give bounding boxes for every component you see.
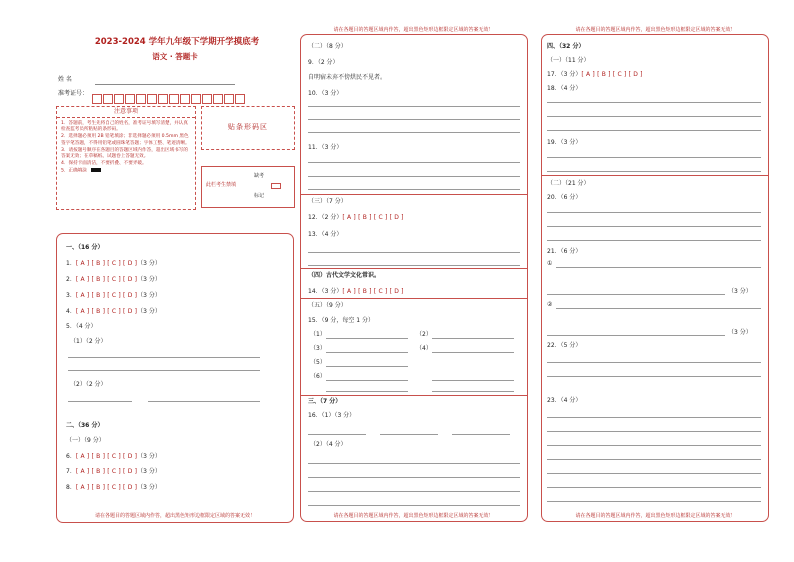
absent-box xyxy=(201,166,295,208)
q6-score: （3 分） xyxy=(137,453,161,460)
q9-label: 9．（2 分） xyxy=(308,59,339,66)
q23-label: 23．（4 分） xyxy=(547,397,582,404)
blank-4-label: （4） xyxy=(416,345,432,352)
q21-circle-2: ② xyxy=(547,301,553,308)
blank-2-line[interactable] xyxy=(432,338,514,339)
blank-2-label: （2） xyxy=(416,331,432,338)
answer-line[interactable] xyxy=(556,308,761,309)
q12-label: 12．（2 分） xyxy=(308,214,343,221)
answer-line[interactable] xyxy=(547,294,725,295)
blank-3-label: （3） xyxy=(310,345,326,352)
col2-sub2: （二）（8 分） xyxy=(308,43,347,50)
section-divider xyxy=(301,194,527,195)
q1-options[interactable]: [ A ] [ B ] [ C ] [ D ] xyxy=(75,260,138,267)
q3-options[interactable]: [ A ] [ B ] [ C ] [ D ] xyxy=(75,292,138,299)
id-cell[interactable] xyxy=(180,94,190,104)
notes-list xyxy=(57,118,195,179)
col2-notice-top: 请在各题目的答题区域内作答，超出黑色矩形边框限定区域的答案无效！ xyxy=(333,27,494,33)
note-item: 5．正确填涂 xyxy=(61,168,191,175)
q7-score: （3 分） xyxy=(137,468,161,475)
q5-label: 5．（4 分） xyxy=(66,323,97,330)
blank-5-line[interactable] xyxy=(326,366,408,367)
answer-line[interactable] xyxy=(308,491,520,492)
answer-line[interactable] xyxy=(68,357,260,358)
note-item: 3．请按题号顺序在各题目的答题区域内作答，超出区域书写的答案无效；在草稿纸、试题卷上答题无效。 xyxy=(61,147,188,160)
q2-options[interactable]: [ A ] [ B ] [ C ] [ D ] xyxy=(75,276,138,283)
note-item: 2．选择题必须用 2B 铅笔填涂；非选择题必须用 0.5mm 黑色签字笔答题，不得用铅笔或圆珠笔答题；字体工整、笔迹清晰。 xyxy=(61,134,190,146)
answer-line[interactable] xyxy=(547,417,761,418)
q21-circle-1: ① xyxy=(547,260,553,267)
id-cell[interactable] xyxy=(202,94,212,104)
col2-sub5: （五）（9 分） xyxy=(308,302,347,309)
answer-line[interactable] xyxy=(547,431,761,432)
answer-line[interactable] xyxy=(308,252,520,253)
col3-notice-top: 请在各题目的答题区域内作答，超出黑色矩形边框限定区域的答案无效！ xyxy=(575,27,736,33)
q1-score: （3 分） xyxy=(137,260,161,267)
col2-sub4: （四）古代文学文化常识。 xyxy=(308,272,381,279)
exam-title: 2023-2024 学年九年级下学期开学摸底考 xyxy=(94,37,260,47)
id-cell[interactable] xyxy=(92,94,102,104)
q3-score: （3 分） xyxy=(137,292,161,299)
q4-options[interactable]: [ A ] [ B ] [ C ] [ D ] xyxy=(75,308,138,315)
q7-label: 7． xyxy=(66,468,76,475)
q11-label: 11．（3 分） xyxy=(308,144,343,151)
q12-options[interactable]: [ A ] [ B ] [ C ] [ D ] xyxy=(342,214,404,221)
answer-line[interactable] xyxy=(308,189,520,190)
q3-label: 3． xyxy=(66,292,76,299)
answer-line[interactable] xyxy=(547,157,761,158)
q17-row[interactable] xyxy=(547,71,643,79)
id-cell[interactable] xyxy=(169,94,179,104)
section-divider xyxy=(301,268,527,269)
answer-line[interactable] xyxy=(556,267,761,268)
q9-text: 自明宿未弃不傍烘民不见者。 xyxy=(308,74,387,81)
answer-line[interactable] xyxy=(380,434,438,435)
q21-2-score: （3 分） xyxy=(728,329,752,336)
col3-sub1: （一）（11 分） xyxy=(547,57,590,64)
id-cell[interactable] xyxy=(224,94,234,104)
answer-line[interactable] xyxy=(308,463,520,464)
answer-line[interactable] xyxy=(547,335,725,336)
answer-line[interactable] xyxy=(308,505,520,506)
q17-label: 17．（3 分） xyxy=(547,71,582,78)
q5-2-label: （2）（2 分） xyxy=(70,381,107,388)
absent-checkbox[interactable] xyxy=(271,183,281,189)
blank-5-label: （5） xyxy=(310,359,326,366)
blank-3-line[interactable] xyxy=(326,352,408,353)
q21-label: 21．（6 分） xyxy=(547,248,582,255)
answer-line[interactable] xyxy=(452,434,510,435)
id-cell[interactable] xyxy=(213,94,223,104)
absent-mark-top: 缺考 xyxy=(254,173,265,179)
q2-score: （3 分） xyxy=(137,276,161,283)
answer-line[interactable] xyxy=(547,116,761,117)
answer-line[interactable] xyxy=(308,434,366,435)
col3-sec4: 四、（32 分） xyxy=(547,43,585,50)
barcode-area xyxy=(201,106,295,150)
col3-sub2: （二）（21 分） xyxy=(547,180,590,187)
q4-score: （3 分） xyxy=(137,308,161,315)
blank-6-line-c[interactable] xyxy=(326,391,408,392)
name-label: 姓 名 xyxy=(58,76,72,83)
id-cell[interactable] xyxy=(136,94,146,104)
id-cell[interactable] xyxy=(147,94,157,104)
notes-box xyxy=(56,106,196,210)
answer-line[interactable] xyxy=(308,119,520,120)
id-cell[interactable] xyxy=(191,94,201,104)
q21-1-score: （3 分） xyxy=(728,288,752,295)
note-item: 1．答题前，考生先将自己的姓名，准考证号填写清楚，并认真检查监考员所粘贴的条形码。 xyxy=(61,121,188,133)
section-divider xyxy=(542,175,768,176)
q8-score: （3 分） xyxy=(137,484,161,491)
q8-label: 8． xyxy=(66,484,76,491)
blank-6-line-a[interactable] xyxy=(326,380,408,381)
blank-1-line[interactable] xyxy=(326,338,408,339)
blank-4-line[interactable] xyxy=(432,352,514,353)
absent-label: 此栏考生禁填 xyxy=(206,182,237,188)
id-cell[interactable] xyxy=(125,94,135,104)
answer-line[interactable] xyxy=(308,477,520,478)
q8-row[interactable] xyxy=(66,484,161,492)
id-cell[interactable] xyxy=(114,94,124,104)
id-number-cells[interactable] xyxy=(92,88,246,107)
q17-options[interactable]: [ A ] [ B ] [ C ] [ D ] xyxy=(581,71,643,78)
answer-line[interactable] xyxy=(308,132,520,133)
answer-line[interactable] xyxy=(68,370,260,371)
name-field[interactable] xyxy=(95,84,235,85)
q22-label: 22．（5 分） xyxy=(547,342,582,349)
section-divider xyxy=(301,395,527,396)
q16-1-label: 16．（1）（3 分） xyxy=(308,412,356,419)
col1-sub1: （一）（9 分） xyxy=(66,437,105,444)
answer-line[interactable] xyxy=(547,473,761,474)
answer-line[interactable] xyxy=(547,445,761,446)
q3-row[interactable] xyxy=(66,292,161,300)
answer-box-col3 xyxy=(541,34,769,522)
answer-line[interactable] xyxy=(547,362,761,363)
q13-label: 13．（4 分） xyxy=(308,231,343,238)
blank-6-line-b[interactable] xyxy=(432,380,514,381)
blank-1-label: （1） xyxy=(310,331,326,338)
q14-label: 14．（3 分） xyxy=(308,288,343,295)
sec1-title: 一、（16 分） xyxy=(66,244,104,251)
q1-label: 1． xyxy=(66,260,76,267)
absent-mark-bottom: 标记 xyxy=(254,193,265,199)
answer-line[interactable] xyxy=(308,176,520,177)
answer-line[interactable] xyxy=(308,265,520,266)
barcode-label: 贴条形码区 xyxy=(228,123,268,131)
answer-line[interactable] xyxy=(547,240,761,241)
q2-label: 2． xyxy=(66,276,76,283)
answer-line[interactable] xyxy=(308,106,520,107)
q12-row[interactable] xyxy=(308,214,404,222)
col3-notice-bottom: 请在各题目的答题区域内作答，超出黑色矩形边框限定区域的答案无效！ xyxy=(575,513,736,519)
col2-sub3: （三）（7 分） xyxy=(308,198,347,205)
id-label: 准考证号： xyxy=(58,90,89,97)
id-cell[interactable] xyxy=(103,94,113,104)
q7-options[interactable]: [ A ] [ B ] [ C ] [ D ] xyxy=(75,468,138,475)
answer-line[interactable] xyxy=(547,501,761,502)
q14-row[interactable] xyxy=(308,288,404,296)
q14-options[interactable]: [ A ] [ B ] [ C ] [ D ] xyxy=(342,288,404,295)
id-cell[interactable] xyxy=(235,94,245,104)
answer-line[interactable] xyxy=(547,171,761,172)
q6-row[interactable] xyxy=(66,453,161,461)
q2-row[interactable] xyxy=(66,276,161,284)
answer-line[interactable] xyxy=(148,401,260,402)
answer-line[interactable] xyxy=(547,487,761,488)
q7-row[interactable] xyxy=(66,468,161,476)
q20-label: 20．（6 分） xyxy=(547,194,582,201)
answer-line[interactable] xyxy=(308,162,520,163)
answer-line[interactable] xyxy=(547,130,761,131)
blank-6-line-d[interactable] xyxy=(432,391,514,392)
col1-notice: 请在各题目的答题区域内作答，超出黑色矩形边框限定区域的答案无效！ xyxy=(94,513,255,519)
note-item: 4．保持卡面清洁，不要折叠、不要弄破。 xyxy=(61,161,147,167)
q5-1-label: （1）（2 分） xyxy=(70,338,107,345)
col2-notice-bottom: 请在各题目的答题区域内作答，超出黑色矩形边框限定区域的答案无效！ xyxy=(333,513,494,519)
answer-line[interactable] xyxy=(547,102,761,103)
q6-label: 6． xyxy=(66,453,76,460)
q6-options[interactable]: [ A ] [ B ] [ C ] [ D ] xyxy=(75,453,138,460)
notes-title: 注意事项 xyxy=(57,107,195,118)
section-divider xyxy=(301,298,527,299)
q16-2-label: （2）（4 分） xyxy=(310,441,347,448)
q15-label: 15．（9 分，每空 1 分） xyxy=(308,317,374,324)
answer-line[interactable] xyxy=(68,401,132,402)
q1-row[interactable] xyxy=(66,260,161,268)
answer-line[interactable] xyxy=(547,376,761,377)
col2-sec3: 三、（7 分） xyxy=(308,398,342,405)
answer-line[interactable] xyxy=(547,226,761,227)
filled-mark-sample xyxy=(91,168,101,172)
answer-line[interactable] xyxy=(547,459,761,460)
answer-line[interactable] xyxy=(547,212,761,213)
sec2-title: 二、（36 分） xyxy=(66,422,104,429)
id-cell[interactable] xyxy=(158,94,168,104)
q18-label: 18．（4 分） xyxy=(547,85,582,92)
exam-subtitle: 语文 · 答题卡 xyxy=(152,52,198,61)
q8-options[interactable]: [ A ] [ B ] [ C ] [ D ] xyxy=(75,484,138,491)
q4-label: 4． xyxy=(66,308,76,315)
blank-6-label: （6） xyxy=(310,373,326,380)
q19-label: 19．（3 分） xyxy=(547,139,582,146)
q10-label: 10．（3 分） xyxy=(308,90,343,97)
q4-row[interactable] xyxy=(66,308,161,316)
